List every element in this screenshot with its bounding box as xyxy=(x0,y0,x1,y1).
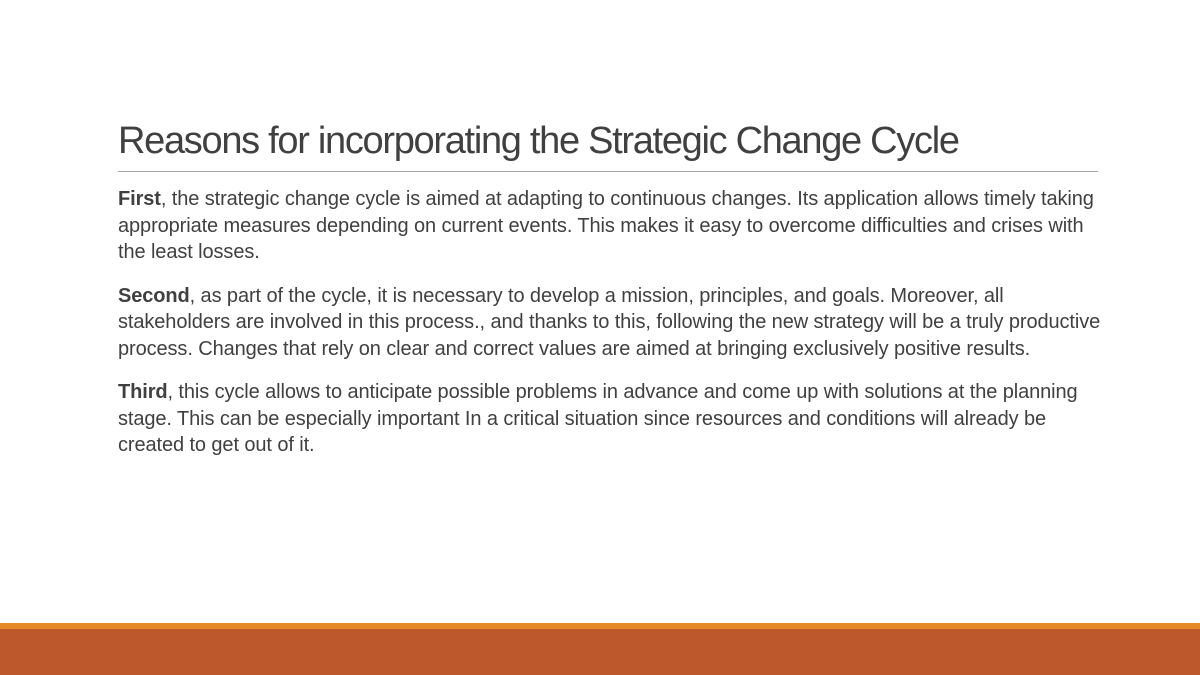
slide-title: Reasons for incorporating the Strategic Change Cycle xyxy=(118,120,959,162)
paragraph-text: , as part of the cycle, it is necessary to develop a mission, principles, and goals. Moreover, all stakeholders are involved in this process., and thanks to this, following the new strategy will be a truly productive process. Changes that rely on clear and correct values are aimed at bringing exclusively positive results. xyxy=(118,284,1101,360)
paragraph-text: , the strategic change cycle is aimed at adapting to continuous changes. Its application allows timely taking appropriate measures depending on current events. This makes it easy to overcome difficulties and crises with the least losses. xyxy=(118,188,1094,263)
paragraph-third xyxy=(118,379,1103,459)
footer-bar xyxy=(0,629,1200,675)
paragraph-lead: First xyxy=(118,188,161,210)
title-divider xyxy=(118,171,1098,172)
paragraph-lead: Third xyxy=(118,381,168,403)
paragraph-second xyxy=(118,283,1103,363)
slide-body xyxy=(118,186,1103,476)
paragraph-text: , this cycle allows to anticipate possible problems in advance and come up with solutions at the planning stage. This can be especially important In a critical situation since resources and conditions will already be created to get out of it. xyxy=(118,381,1078,456)
paragraph-lead: Second xyxy=(118,284,190,307)
paragraph-first xyxy=(118,186,1103,266)
